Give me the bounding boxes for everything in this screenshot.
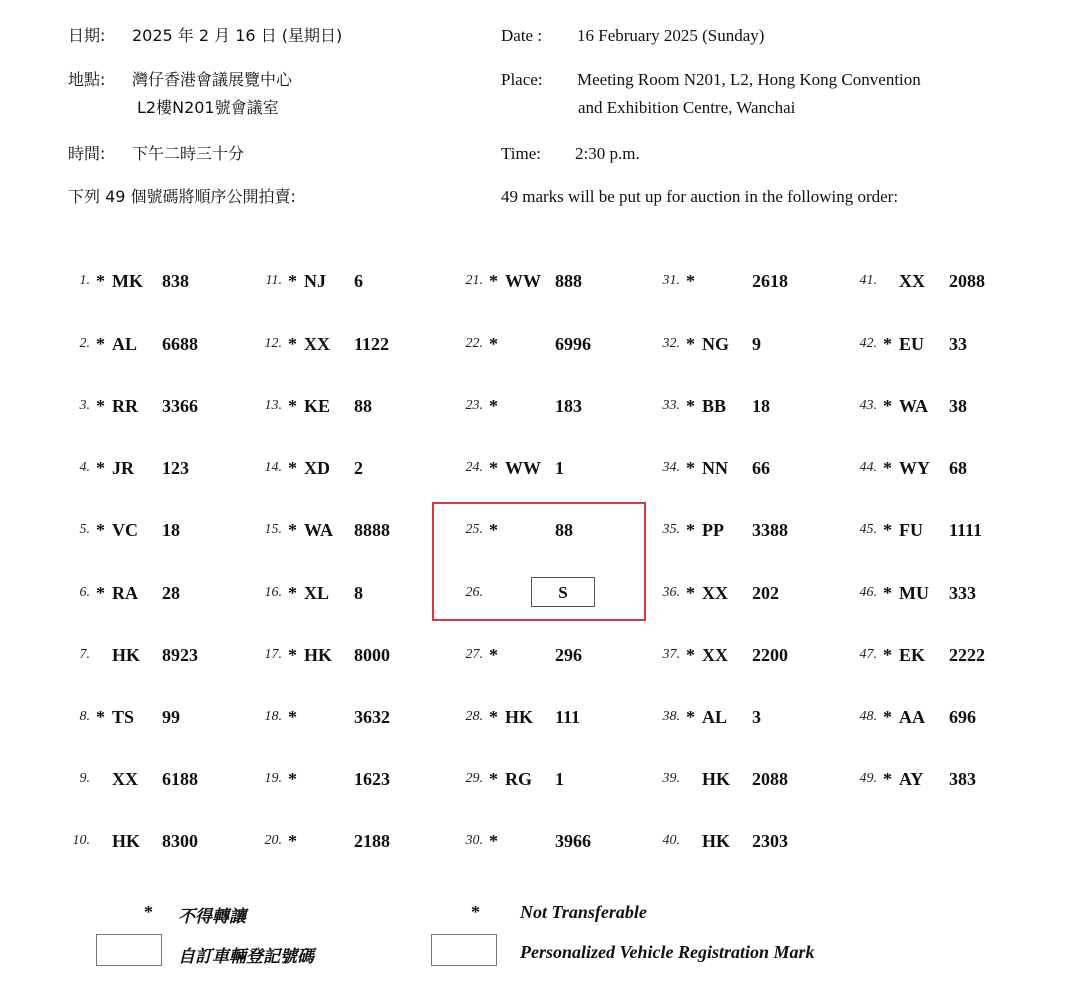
mark-digits: 1 bbox=[555, 769, 564, 789]
mark-number: 15. bbox=[264, 522, 282, 537]
mark-number: 22. bbox=[465, 336, 483, 351]
mark-digits: 838 bbox=[162, 271, 189, 291]
mark-number: 27. bbox=[465, 647, 483, 662]
zh-intro-row bbox=[68, 183, 296, 211]
not-transferable-star: * bbox=[96, 334, 105, 354]
not-transferable-star: * bbox=[288, 520, 297, 540]
mark-digits: 696 bbox=[949, 707, 976, 727]
not-transferable-star: * bbox=[883, 583, 892, 603]
mark-number: 1. bbox=[79, 273, 90, 288]
en-time-label: Time: bbox=[501, 144, 542, 163]
not-transferable-star: * bbox=[96, 583, 105, 603]
mark-digits: 8000 bbox=[354, 645, 390, 665]
personalized-mark: S bbox=[531, 577, 595, 607]
mark-number: 23. bbox=[465, 398, 483, 413]
mark-number: 5. bbox=[79, 522, 90, 537]
mark-digits: 6188 bbox=[162, 769, 198, 789]
mark-digits: 1122 bbox=[354, 334, 390, 354]
mark-number: 39. bbox=[662, 771, 680, 786]
mark-number: 14. bbox=[264, 460, 282, 475]
mark-number: 37. bbox=[662, 647, 680, 662]
not-transferable-star: * bbox=[489, 396, 498, 416]
not-transferable-star: * bbox=[686, 583, 695, 603]
mark-number: 12. bbox=[264, 336, 282, 351]
mark-prefix: RR bbox=[112, 396, 138, 416]
mark-number: 20. bbox=[264, 833, 282, 848]
not-transferable-star: * bbox=[288, 334, 297, 354]
en-star-symbol: * bbox=[471, 902, 480, 922]
not-transferable-star: * bbox=[686, 271, 695, 291]
mark-digits: 8923 bbox=[162, 645, 198, 665]
not-transferable-star: * bbox=[489, 520, 498, 540]
en-time-row bbox=[501, 140, 640, 168]
mark-digits: 38 bbox=[949, 396, 967, 416]
mark-number: 2. bbox=[79, 336, 90, 351]
mark-digits: 3366 bbox=[162, 396, 198, 416]
not-transferable-star: * bbox=[883, 396, 892, 416]
mark-digits: 6996 bbox=[555, 334, 591, 354]
mark-prefix: XX bbox=[702, 645, 728, 665]
mark-number: 36. bbox=[662, 585, 680, 600]
mark-digits: 383 bbox=[949, 769, 976, 789]
en-place-line2: and Exhibition Centre, Wanchai bbox=[578, 98, 796, 117]
mark-digits: 2303 bbox=[752, 831, 788, 851]
mark-prefix: HK bbox=[112, 831, 141, 851]
mark-prefix: HK bbox=[505, 707, 534, 727]
not-transferable-star: * bbox=[288, 396, 297, 416]
not-transferable-star: * bbox=[288, 707, 297, 727]
not-transferable-star: * bbox=[489, 271, 498, 291]
mark-digits: 2088 bbox=[949, 271, 985, 291]
mark-number: 6. bbox=[79, 585, 90, 600]
mark-number: 30. bbox=[465, 833, 483, 848]
mark-digits: 123 bbox=[162, 458, 189, 478]
mark-digits: 3388 bbox=[752, 520, 788, 540]
mark-digits: 8300 bbox=[162, 831, 198, 851]
not-transferable-star: * bbox=[883, 769, 892, 789]
mark-digits: 1111 bbox=[949, 520, 983, 540]
mark-prefix: PP bbox=[702, 520, 724, 540]
mark-number: 43. bbox=[859, 398, 877, 413]
mark-prefix: JR bbox=[112, 458, 134, 478]
en-place-line2-row bbox=[578, 94, 795, 122]
en-not-transferable: Not Transferable bbox=[520, 902, 647, 922]
zh-place-line1: 灣仔香港會議展覽中心 bbox=[132, 70, 293, 89]
mark-prefix: HK bbox=[702, 831, 731, 851]
mark-prefix: AL bbox=[112, 334, 138, 354]
not-transferable-star: * bbox=[96, 520, 105, 540]
mark-prefix: KE bbox=[304, 396, 331, 416]
mark-digits: 18 bbox=[162, 520, 180, 540]
mark-digits: 296 bbox=[555, 645, 582, 665]
not-transferable-star: * bbox=[883, 334, 892, 354]
mark-number: 7. bbox=[79, 647, 90, 662]
en-date-label: Date : bbox=[501, 26, 543, 45]
mark-prefix: BB bbox=[702, 396, 727, 416]
mark-prefix: WY bbox=[899, 458, 930, 478]
mark-digits: 111 bbox=[555, 707, 581, 727]
mark-number: 26. bbox=[465, 585, 483, 600]
not-transferable-star: * bbox=[288, 458, 297, 478]
not-transferable-star: * bbox=[288, 769, 297, 789]
mark-digits: 2188 bbox=[354, 831, 390, 851]
mark-prefix: WW bbox=[505, 271, 541, 291]
mark-number: 34. bbox=[662, 460, 680, 475]
mark-digits: 68 bbox=[949, 458, 967, 478]
not-transferable-star: * bbox=[288, 271, 297, 291]
mark-prefix: AL bbox=[702, 707, 728, 727]
not-transferable-star: * bbox=[489, 769, 498, 789]
not-transferable-star: * bbox=[883, 458, 892, 478]
mark-digits: 2200 bbox=[752, 645, 788, 665]
en-date-value: 16 February 2025 (Sunday) bbox=[577, 26, 765, 45]
en-place-row bbox=[501, 66, 921, 94]
mark-number: 10. bbox=[72, 833, 90, 848]
mark-number: 29. bbox=[465, 771, 483, 786]
mark-prefix: FU bbox=[899, 520, 923, 540]
mark-number: 18. bbox=[264, 709, 282, 724]
mark-number: 49. bbox=[859, 771, 877, 786]
mark-digits: 3 bbox=[752, 707, 761, 727]
mark-digits: 6 bbox=[354, 271, 363, 291]
mark-number: 31. bbox=[662, 273, 680, 288]
zh-date-value: 2025 年 2 月 16 日 (星期日) bbox=[132, 26, 343, 45]
mark-number: 21. bbox=[465, 273, 483, 288]
mark-number: 16. bbox=[264, 585, 282, 600]
mark-number: 8. bbox=[79, 709, 90, 724]
mark-number: 38. bbox=[662, 709, 680, 724]
mark-digits: 8 bbox=[354, 583, 363, 603]
mark-digits: 28 bbox=[162, 583, 180, 603]
en-place-line1: Meeting Room N201, L2, Hong Kong Convention bbox=[577, 70, 921, 89]
not-transferable-star: * bbox=[96, 271, 105, 291]
mark-number: 40. bbox=[662, 833, 680, 848]
not-transferable-star: * bbox=[288, 583, 297, 603]
not-transferable-star: * bbox=[883, 645, 892, 665]
mark-prefix: XX bbox=[112, 769, 138, 789]
mark-digits: 66 bbox=[752, 458, 770, 478]
not-transferable-star: * bbox=[489, 645, 498, 665]
mark-number: 24. bbox=[465, 460, 483, 475]
zh-time-value: 下午二時三十分 bbox=[132, 144, 245, 163]
zh-place-row bbox=[68, 66, 292, 94]
mark-number: 44. bbox=[859, 460, 877, 475]
mark-prefix: AA bbox=[899, 707, 925, 727]
mark-number: 11. bbox=[265, 273, 282, 288]
not-transferable-star: * bbox=[686, 396, 695, 416]
mark-number: 17. bbox=[264, 647, 282, 662]
mark-number: 32. bbox=[662, 336, 680, 351]
not-transferable-star: * bbox=[96, 396, 105, 416]
mark-number: 48. bbox=[859, 709, 877, 724]
not-transferable-star: * bbox=[96, 458, 105, 478]
mark-prefix: XD bbox=[304, 458, 330, 478]
mark-number: 47. bbox=[859, 647, 877, 662]
zh-star-symbol: * bbox=[144, 902, 153, 922]
mark-number: 19. bbox=[264, 771, 282, 786]
mark-digits: 88 bbox=[555, 520, 573, 540]
mark-number: 35. bbox=[662, 522, 680, 537]
en-intro: 49 marks will be put up for auction in the following order: bbox=[501, 187, 899, 206]
en-personalized-box bbox=[431, 934, 497, 966]
not-transferable-star: * bbox=[288, 831, 297, 851]
not-transferable-star: * bbox=[686, 707, 695, 727]
not-transferable-star: * bbox=[489, 458, 498, 478]
zh-time-label: 時間: bbox=[68, 144, 106, 163]
mark-digits: 3632 bbox=[354, 707, 390, 727]
mark-number: 3. bbox=[79, 398, 90, 413]
not-transferable-star: * bbox=[489, 334, 498, 354]
mark-number: 33. bbox=[662, 398, 680, 413]
mark-number: 45. bbox=[859, 522, 877, 537]
zh-place-line2-row bbox=[137, 94, 279, 122]
mark-number: 13. bbox=[264, 398, 282, 413]
en-personalized-label: Personalized Vehicle Registration Mark bbox=[520, 942, 815, 962]
mark-prefix: MU bbox=[899, 583, 929, 603]
en-time-value: 2:30 p.m. bbox=[575, 144, 640, 163]
mark-prefix: EK bbox=[899, 645, 926, 665]
en-date-row bbox=[501, 22, 764, 50]
mark-prefix: HK bbox=[112, 645, 141, 665]
mark-number: 9. bbox=[79, 771, 90, 786]
mark-prefix: NN bbox=[702, 458, 728, 478]
mark-prefix: RA bbox=[112, 583, 138, 603]
not-transferable-star: * bbox=[686, 458, 695, 478]
not-transferable-star: * bbox=[883, 520, 892, 540]
not-transferable-star: * bbox=[288, 645, 297, 665]
zh-place-label: 地點: bbox=[68, 70, 106, 89]
mark-digits: 183 bbox=[555, 396, 582, 416]
zh-intro: 下列 49 個號碼將順序公開拍賣: bbox=[68, 187, 296, 206]
mark-number: 42. bbox=[859, 336, 877, 351]
mark-number: 4. bbox=[79, 460, 90, 475]
mark-digits: 33 bbox=[949, 334, 967, 354]
mark-prefix: WW bbox=[505, 458, 541, 478]
mark-digits: 2 bbox=[354, 458, 363, 478]
mark-digits: 333 bbox=[949, 583, 976, 603]
zh-time-row bbox=[68, 140, 244, 168]
mark-prefix: XX bbox=[702, 583, 728, 603]
mark-prefix: NG bbox=[702, 334, 729, 354]
mark-prefix: XX bbox=[304, 334, 330, 354]
mark-digits: 6688 bbox=[162, 334, 198, 354]
mark-digits: 2088 bbox=[752, 769, 788, 789]
not-transferable-star: * bbox=[686, 645, 695, 665]
zh-not-transferable: 不得轉讓 bbox=[178, 907, 246, 927]
highlight-box bbox=[432, 502, 646, 621]
mark-digits: 2222 bbox=[949, 645, 985, 665]
mark-prefix: VC bbox=[112, 520, 138, 540]
mark-prefix: WA bbox=[899, 396, 929, 416]
mark-number: 46. bbox=[859, 585, 877, 600]
not-transferable-star: * bbox=[686, 520, 695, 540]
zh-date-label: 日期: bbox=[68, 26, 106, 45]
mark-prefix: NJ bbox=[304, 271, 326, 291]
mark-digits: 1623 bbox=[354, 769, 390, 789]
mark-digits: 9 bbox=[752, 334, 761, 354]
zh-personalized-label: 自訂車輛登記號碼 bbox=[178, 947, 314, 967]
not-transferable-star: * bbox=[883, 707, 892, 727]
mark-digits: 3966 bbox=[555, 831, 591, 851]
mark-digits: 202 bbox=[752, 583, 779, 603]
mark-prefix: XX bbox=[899, 271, 925, 291]
zh-place-line2: L2樓N201號會議室 bbox=[137, 98, 279, 117]
mark-number: 41. bbox=[859, 273, 877, 288]
mark-digits: 99 bbox=[162, 707, 180, 727]
not-transferable-star: * bbox=[489, 831, 498, 851]
en-place-label: Place: bbox=[501, 70, 543, 89]
mark-prefix: HK bbox=[304, 645, 333, 665]
mark-prefix: RG bbox=[505, 769, 532, 789]
mark-digits: 18 bbox=[752, 396, 770, 416]
mark-prefix: WA bbox=[304, 520, 334, 540]
zh-personalized-box bbox=[96, 934, 162, 966]
mark-digits: 888 bbox=[555, 271, 582, 291]
not-transferable-star: * bbox=[686, 334, 695, 354]
en-intro-row bbox=[501, 183, 898, 211]
mark-digits: 88 bbox=[354, 396, 372, 416]
not-transferable-star: * bbox=[96, 707, 105, 727]
mark-digits: 2618 bbox=[752, 271, 788, 291]
mark-prefix: XL bbox=[304, 583, 330, 603]
mark-digits: 1 bbox=[555, 458, 564, 478]
mark-prefix: HK bbox=[702, 769, 731, 789]
mark-digits: 8888 bbox=[354, 520, 390, 540]
mark-number: 25. bbox=[465, 522, 483, 537]
mark-prefix: TS bbox=[112, 707, 135, 727]
mark-number: 28. bbox=[465, 709, 483, 724]
not-transferable-star: * bbox=[489, 707, 498, 727]
mark-prefix: MK bbox=[112, 271, 143, 291]
mark-prefix: EU bbox=[899, 334, 925, 354]
zh-date-row bbox=[68, 22, 342, 50]
mark-prefix: AY bbox=[899, 769, 924, 789]
